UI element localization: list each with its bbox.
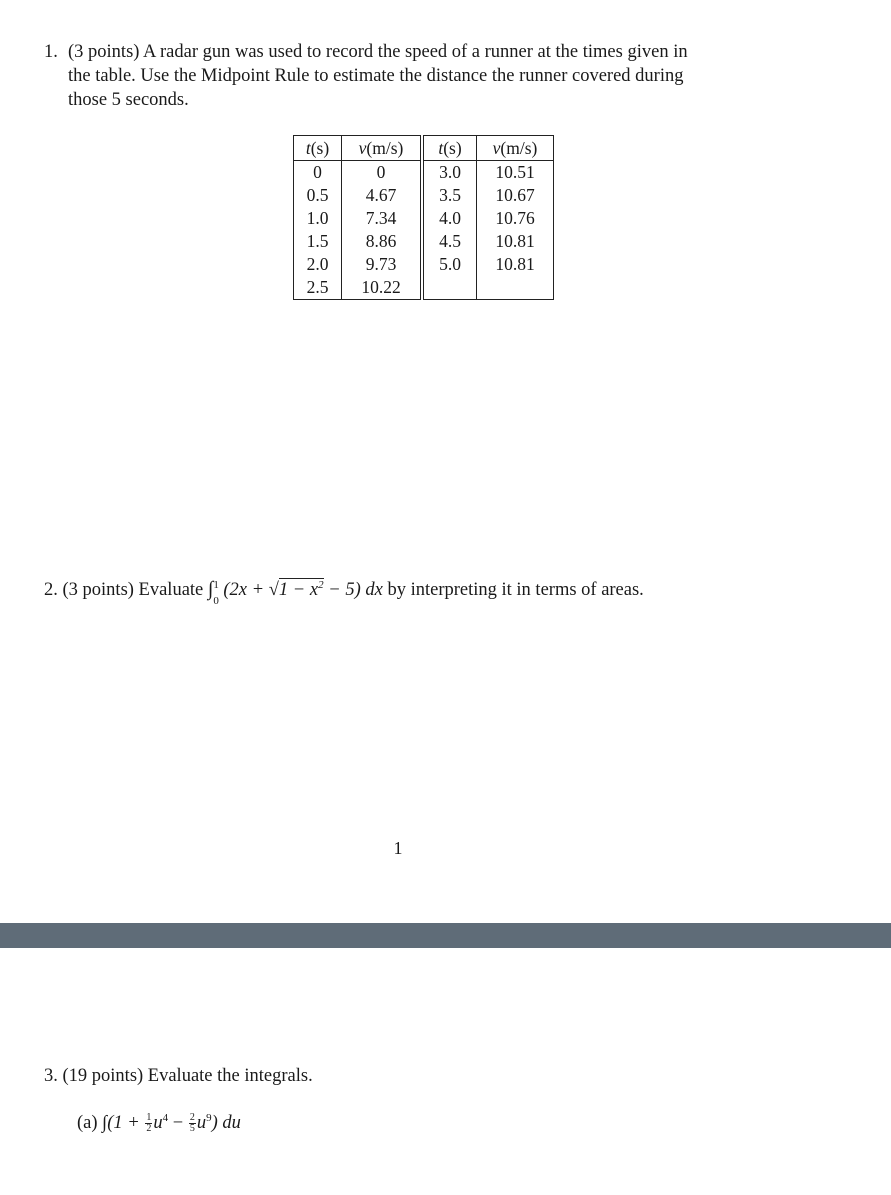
variable-symbol: v <box>358 138 367 158</box>
integral-upper-limit: 1 <box>213 578 219 591</box>
variable-symbol: t <box>438 138 444 158</box>
table-cell: 2.5 <box>294 276 342 300</box>
table-header-velocity-2 <box>477 136 554 161</box>
table-cell: 0.5 <box>294 184 342 207</box>
table-cell: 10.22 <box>342 276 423 300</box>
table-cell <box>422 276 477 300</box>
problem-2-prefix: (3 points) Evaluate <box>62 580 204 601</box>
table-cell: 2.0 <box>294 253 342 276</box>
unit-label: (s) <box>310 138 330 158</box>
variable-symbol: v <box>492 138 501 158</box>
term-u: u <box>196 1113 207 1134</box>
fraction-numerator: 1 <box>146 1112 152 1124</box>
problem-1-number: 1. <box>44 42 58 62</box>
term-u: u <box>153 1113 163 1134</box>
unit-label: (s) <box>443 138 462 158</box>
integrand-part-1: (2x + <box>223 580 269 601</box>
integrand-part-2: − 5) dx <box>323 580 383 601</box>
problem-1-line-1: (3 points) A radar gun was used to record the speed of a runner at the times given in <box>68 42 688 62</box>
term-u-exponent: 9 <box>206 1112 212 1124</box>
table-row <box>294 161 554 185</box>
table-cell: 10.67 <box>477 184 554 207</box>
table-cell: 4.0 <box>422 207 477 230</box>
table-cell: 3.0 <box>422 161 477 185</box>
variable-symbol: t <box>305 138 311 158</box>
table-cell: 9.73 <box>342 253 423 276</box>
problem-3 <box>44 1064 313 1088</box>
table-cell: 3.5 <box>422 184 477 207</box>
table-cell: 1.5 <box>294 230 342 253</box>
page-divider <box>0 923 891 948</box>
table-cell: 10.81 <box>477 230 554 253</box>
fraction-denominator: 2 <box>146 1123 152 1135</box>
table-cell: 10.81 <box>477 253 554 276</box>
velocity-table <box>293 135 554 300</box>
table-header-time-1 <box>294 136 342 161</box>
table-header-time-2 <box>422 136 477 161</box>
table-cell: 10.51 <box>477 161 554 185</box>
table-cell <box>477 276 554 300</box>
problem-3-text: (19 points) Evaluate the integrals. <box>62 1066 313 1086</box>
table-cell: 5.0 <box>422 253 477 276</box>
table-cell: 1.0 <box>294 207 342 230</box>
problem-1-line-2: the table. Use the Midpoint Rule to estimate the distance the runner covered during <box>68 66 684 86</box>
problem-2 <box>44 573 804 607</box>
table-row <box>294 276 554 300</box>
part-a-expr-end: ) du <box>211 1113 241 1134</box>
term-u-exponent: 4 <box>162 1112 169 1124</box>
page-number: 1 <box>393 838 403 858</box>
problem-3-number: 3. <box>44 1066 58 1086</box>
table-cell: 0 <box>294 161 342 185</box>
problem-1-line-3: those 5 seconds. <box>68 90 189 110</box>
table-cell: 0 <box>342 161 423 185</box>
fraction-one-half <box>145 1113 152 1134</box>
problem-3a <box>77 1106 241 1135</box>
table-row <box>294 207 554 230</box>
table-row <box>294 253 554 276</box>
minus-sign: − <box>168 1113 188 1134</box>
table-row <box>294 184 554 207</box>
radicand-exponent: 2 <box>318 579 324 591</box>
table-row <box>294 230 554 253</box>
fraction-two-fifths <box>189 1113 196 1134</box>
table-header-velocity-1 <box>342 136 423 161</box>
table-cell: 10.76 <box>477 207 554 230</box>
integral-lower-limit: 0 <box>213 594 219 607</box>
unit-label: (m/s) <box>500 138 538 158</box>
integral-sign-icon: ∫ <box>207 578 214 601</box>
problem-2-number: 2. <box>44 580 58 601</box>
fraction-denominator: 5 <box>189 1123 195 1135</box>
sqrt-icon: √ <box>268 580 279 601</box>
table-cell: 4.5 <box>422 230 477 253</box>
problem-1-text <box>68 40 784 112</box>
fraction-numerator: 2 <box>189 1112 195 1124</box>
sqrt-radicand <box>279 578 324 600</box>
table-cell: 8.86 <box>342 230 423 253</box>
part-a-expr-start: ∫(1 + <box>102 1113 145 1134</box>
table-cell: 7.34 <box>342 207 423 230</box>
table-header-row <box>294 136 554 161</box>
unit-label: (m/s) <box>366 138 404 158</box>
part-a-label: (a) <box>77 1113 98 1134</box>
problem-2-suffix: by interpreting it in terms of areas. <box>382 580 644 601</box>
integral-limits <box>213 578 223 607</box>
radicand-text: 1 − x <box>278 580 319 601</box>
table-cell: 4.67 <box>342 184 423 207</box>
